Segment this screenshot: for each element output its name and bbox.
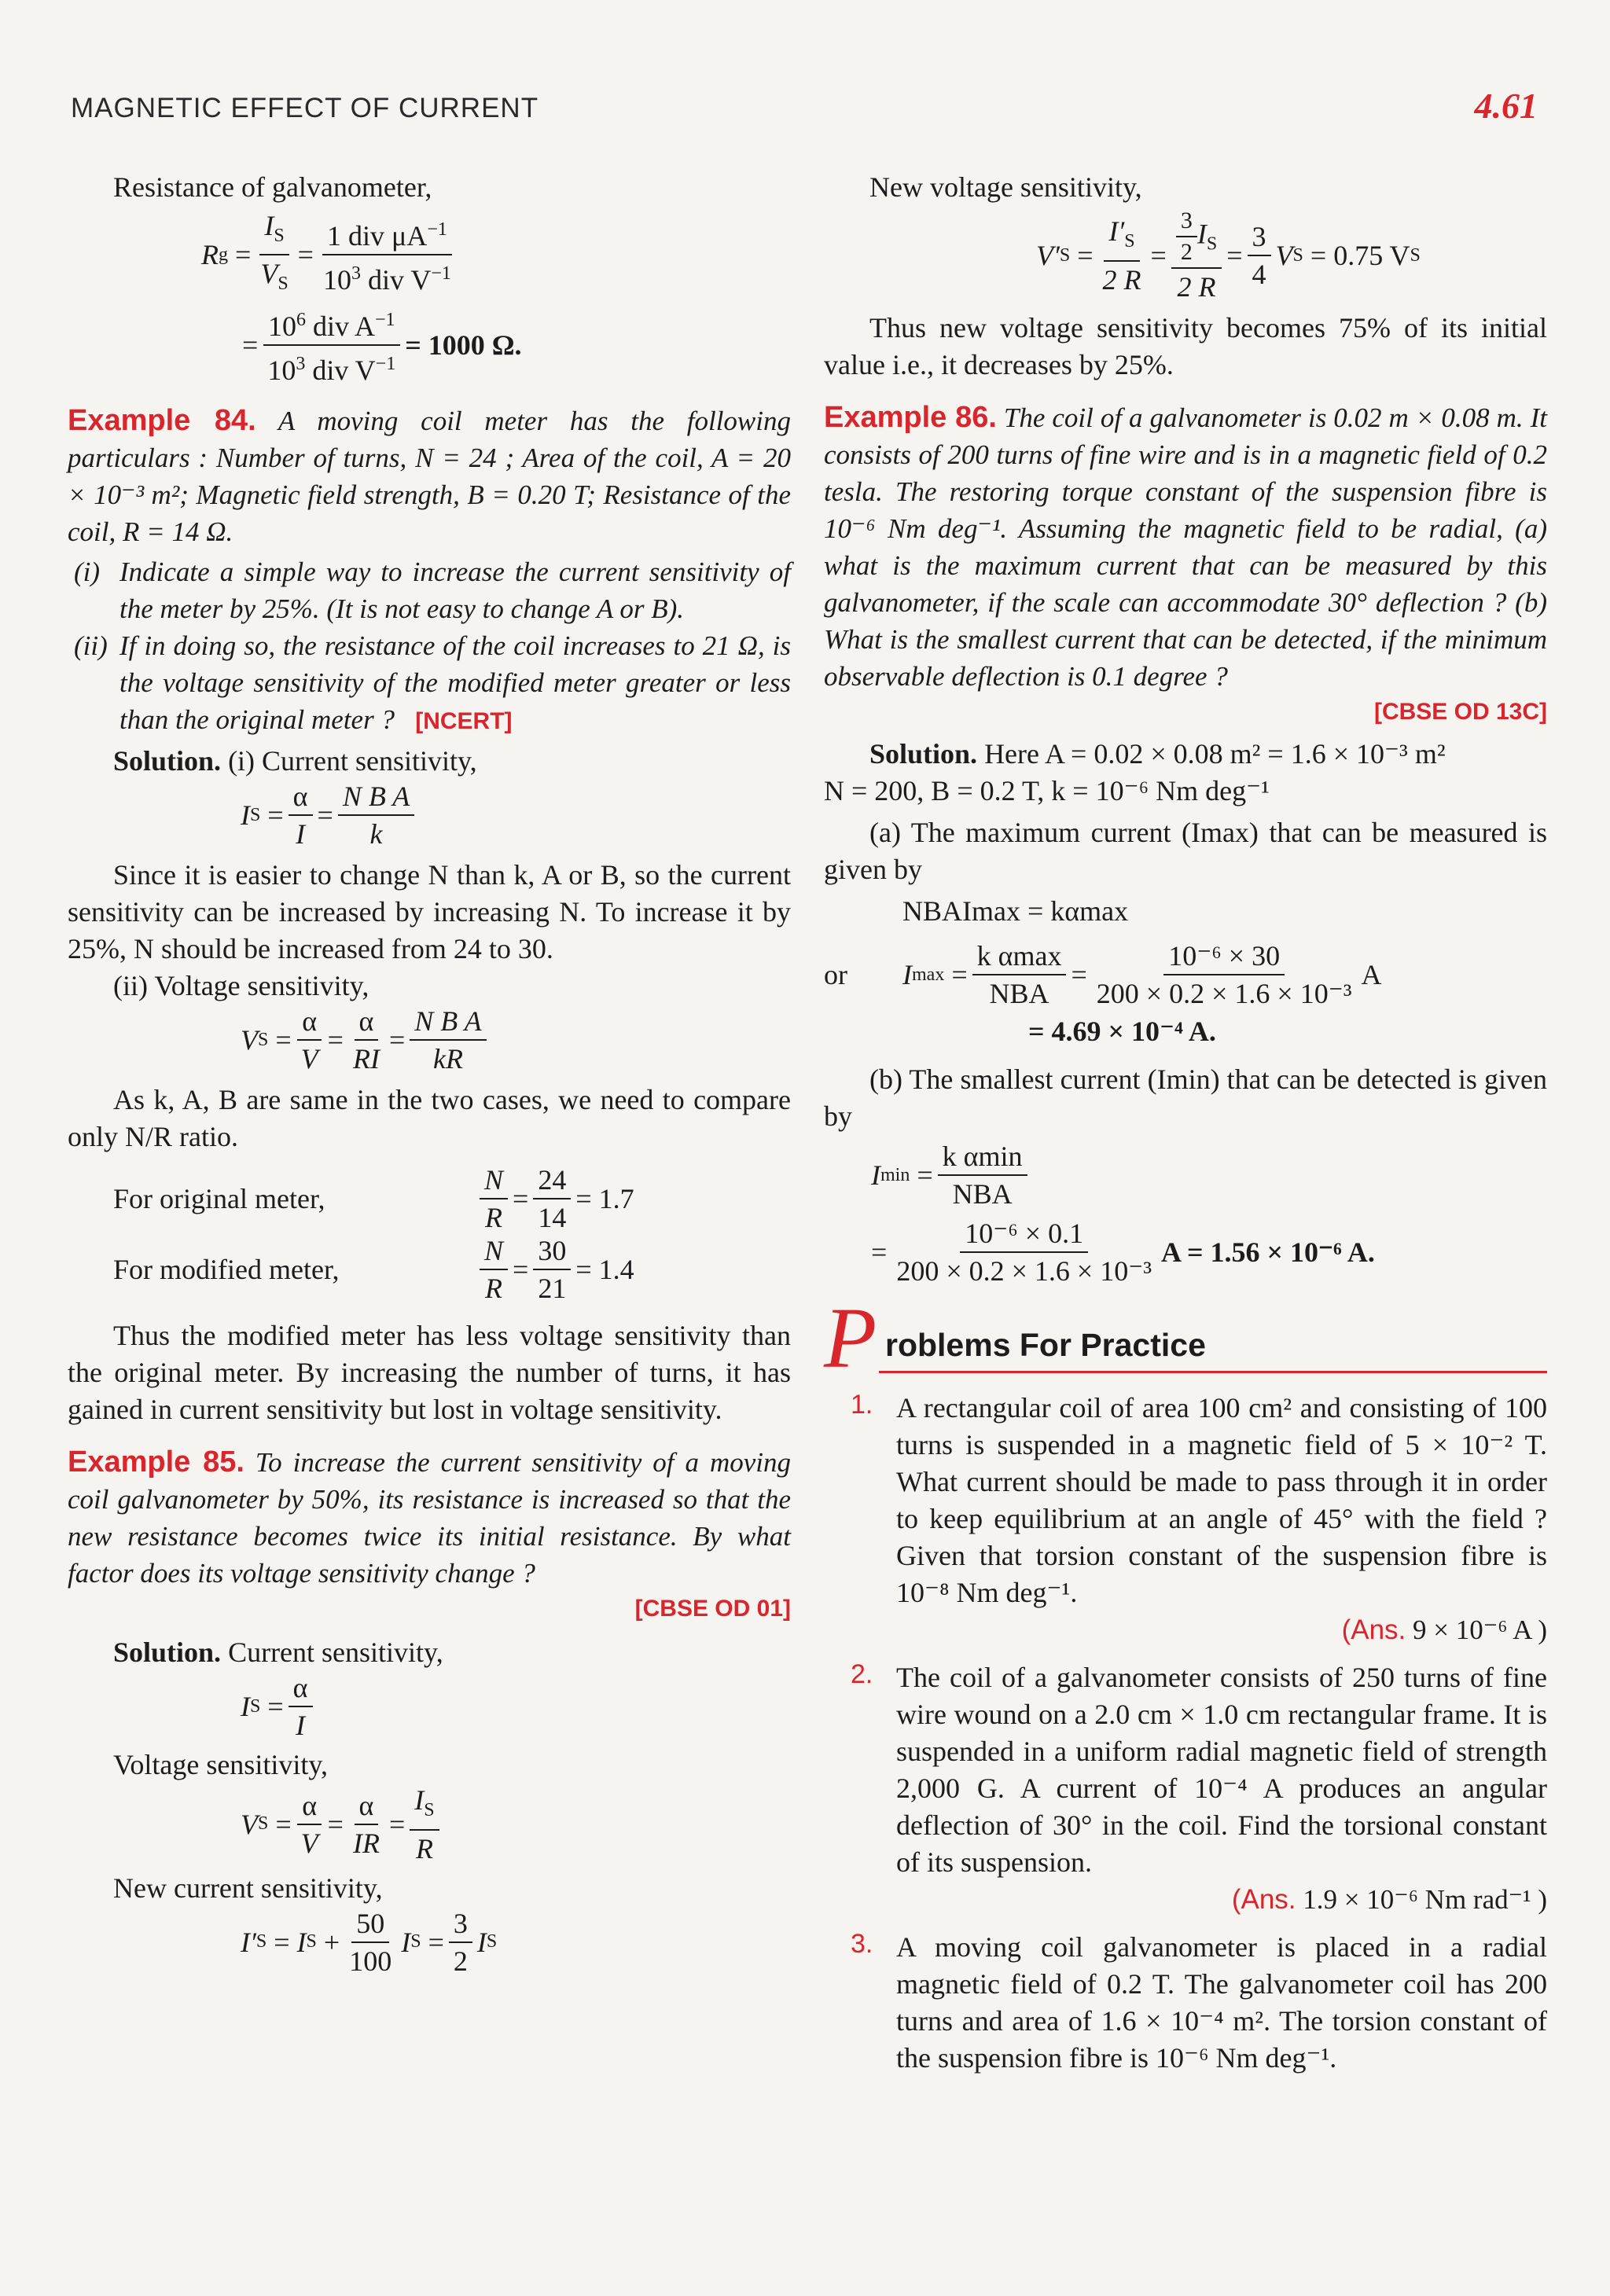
imax-result: = 4.69 × 10⁻⁴ A. xyxy=(1028,1016,1216,1047)
voltage-sensitivity-equation-2: V S = $\frac{\alpha}{V}$ = $\frac{\alpha}{IR}$ = $\frac{I_S}{R}$ xyxy=(68,1784,791,1864)
paragraph-thus-2: Thus new voltage sensitivity becomes 75% of its initial value i.e., it decreases by 25%. xyxy=(824,312,1547,380)
example-84-part-i: (i) Indicate a simple way to increase the current sensitivity of the meter by 25%. (It is not easy to change A or B). xyxy=(74,557,791,625)
rg-equation-2: = $\frac{10^6 div A^{-1}}{10^3 div V^{-1}}$ = 1000 Ω. xyxy=(68,303,791,387)
problem-2-answer: (Ans. 1.9 × 10⁻⁶ Nm rad⁻¹ ) xyxy=(1231,1884,1547,1915)
new-voltage-sensitivity-equation: V′ S = $\frac{I'_S}{2 R}$ = $\frac{3}{2}$ $I_S$ 2 R = $\frac{3}{4}$ V S = 0.75 V S xyxy=(1036,208,1421,303)
example-86-statement: Example 86. The coil of a galvanometer is 0.02 m × 0.08 m. It consists of 200 turns of fine wire and is in a magnetic field of 0.2 tesla. The restoring torque constant of the suspension fibre is 10⁻⁶ Nm deg⁻¹. Assuming the magnetic field to be radial, (a) what is the maximum current that can be measured by this galvanometer, if the scale can accommodate 30° deflection ? (b) What is the smallest current that can be detected, if the minimum observable deflection is 0.1 degree ? xyxy=(824,401,1547,692)
solution-86-line-1: Solution. Here A = 0.02 × 0.08 m² = 1.6 × 10⁻³ m² xyxy=(869,738,1446,770)
voltage-sensitivity-intro-2: Voltage sensitivity, xyxy=(113,1749,328,1781)
left-column xyxy=(68,169,791,1978)
solution-85-intro: Solution. Current sensitivity, xyxy=(113,1637,443,1669)
new-current-sensitivity-intro: New current sensitivity, xyxy=(113,1872,383,1904)
problem-2: 2. The coil of a galvanometer consists of 250 turns of fine wire wound on a 2.0 cm × 1.0 cm rectangular frame. It is suspended in a uniform radial magnetic field of strength 2,000 G. A current of 10⁻⁴ A produces an angular deflection of 30° in the coil. Find the torsional constant of its suspension. xyxy=(851,1659,1547,1878)
problem-1: 1. A rectangular coil of area 100 cm² and consisting of 100 turns is suspended in a magnetic field of 5 × 10⁻² T. What current should be made to pass through it in order to keep equilibrium at an angle of 45° with the field ? Given that torsion constant of the suspension fibre is 10⁻⁸ Nm deg⁻¹. xyxy=(851,1390,1547,1608)
example-85-tag: [CBSE OD 01] xyxy=(634,1596,791,1622)
imin-equation: I min = $\frac{\text{k αmin}}{\text{NBA}}$ xyxy=(824,1140,1547,1210)
new-current-sensitivity-equation: I′ S = I S + $\frac{50}{100}$ I S = $\frac{3}{2}$ I S xyxy=(241,1907,498,1977)
right-column xyxy=(824,169,1547,2077)
example-85-statement: Example 85. To increase the current sensitivity of a moving coil galvanometer by 50%, its resistance is increased so that the new resistance becomes twice its initial resistance. By what factor does its voltage sensitivity change ? xyxy=(68,1446,792,1589)
problems-rule xyxy=(879,1371,1547,1373)
problems-title: roblems For Practice xyxy=(885,1327,1206,1363)
example-84-statement: Example 84. A moving coil meter has the following particulars : Number of turns, N = 24 ; Area of the coil, A = 20 × 10⁻³ m²; Magnetic field strength, B = 0.20 T; Resistance of the coil, R = 14 Ω. xyxy=(68,404,792,548)
imax-equation: or I max = $\frac{\text{k αmax}}{\text{NBA}}$ = $\frac{\text{10⁻⁶ × 30}}{\text{200 × 0.2 × 1.6 × 10⁻³}}$ A xyxy=(824,940,1382,1009)
nbai-equation: NBAImax = kαmax xyxy=(902,895,1129,927)
chapter-title: MAGNETIC EFFECT OF CURRENT xyxy=(71,93,539,123)
solution-86-line-2: N = 200, B = 0.2 T, k = 10⁻⁶ Nm deg⁻¹ xyxy=(824,775,1270,806)
part-b-text: (b) The smallest current (Imin) that can be detected is given by xyxy=(824,1064,1547,1132)
example-84-part-ii: (ii) If in doing so, the resistance of the coil increases to 21 Ω, is the voltage sensitivity of the modified meter greater or less than the original meter ? [NCERT] xyxy=(74,630,791,736)
example-86-tag: [CBSE OD 13C] xyxy=(1373,699,1547,725)
paragraph-thus: Thus the modified meter has less voltage sensitivity than the original meter. By increasing the number of turns, it has gained in current sensitivity but lost in voltage sensitivity. xyxy=(68,1320,791,1426)
current-sensitivity-equation-2: I S = $\frac{\alpha}{I}$ xyxy=(68,1671,791,1742)
problems-decorative-letter: P xyxy=(824,1290,877,1386)
problem-3: 3. A moving coil galvanometer is placed in a radial magnetic field of 0.2 T. The galvanometer coil has 200 turns and area of 1.6 × 10⁻⁴ m². The torsion constant of the suspension fibre is 10⁻⁶ Nm deg⁻¹. xyxy=(851,1929,1547,2074)
modified-meter-row: For modified meter, $\frac{N}{R}$ = $\frac{30}{21}$ = 1.4 xyxy=(113,1235,634,1305)
problems-heading xyxy=(824,1290,1547,1386)
current-sensitivity-equation: I S = $\frac{\alpha}{I}$ = $\frac{\text{N B A}}{k}$ xyxy=(68,780,791,850)
voltage-sensitivity-equation: V S = $\frac{\alpha}{V}$ = $\frac{\alpha}{RI}$ = $\frac{\text{N B A}}{kR}$ xyxy=(68,1005,791,1075)
paragraph-change-n: Since it is easier to change N than k, A or B, so the current sensitivity can be increased by increasing N. To increase it by 25%, N should be increased from 24 to 30. xyxy=(68,859,791,965)
solution-84-intro: Solution. (i) Current sensitivity, xyxy=(113,745,477,777)
rg-equation-1: R g = $\frac{I_S}{V_S}$ = $\frac{1 div \mu A^{-1}}{10^3 div V^{-1}}$ xyxy=(201,210,451,296)
new-voltage-sensitivity-intro: New voltage sensitivity, xyxy=(869,171,1142,203)
problem-1-answer: (Ans. 9 × 10⁻⁶ A ) xyxy=(1341,1615,1547,1645)
part-a-text: (a) The maximum current (Imax) that can be measured is given by xyxy=(824,817,1547,885)
original-meter-row: For original meter, $\frac{N}{R}$ = $\frac{24}{14}$ = 1.7 xyxy=(113,1164,634,1234)
rg-intro: Resistance of galvanometer, xyxy=(113,171,432,203)
page-number: 4.61 xyxy=(1474,86,1538,126)
imin-calculation: = $\frac{\text{10⁻⁶ × 0.1}}{\text{200 × 0.2 × 1.6 × 10⁻³}}$ A = 1.56 × 10⁻⁶ A. xyxy=(871,1218,1375,1287)
voltage-sensitivity-intro: (ii) Voltage sensitivity, xyxy=(113,970,369,1002)
paragraph-compare: As k, A, B are same in the two cases, we need to compare only N/R ratio. xyxy=(68,1084,791,1153)
